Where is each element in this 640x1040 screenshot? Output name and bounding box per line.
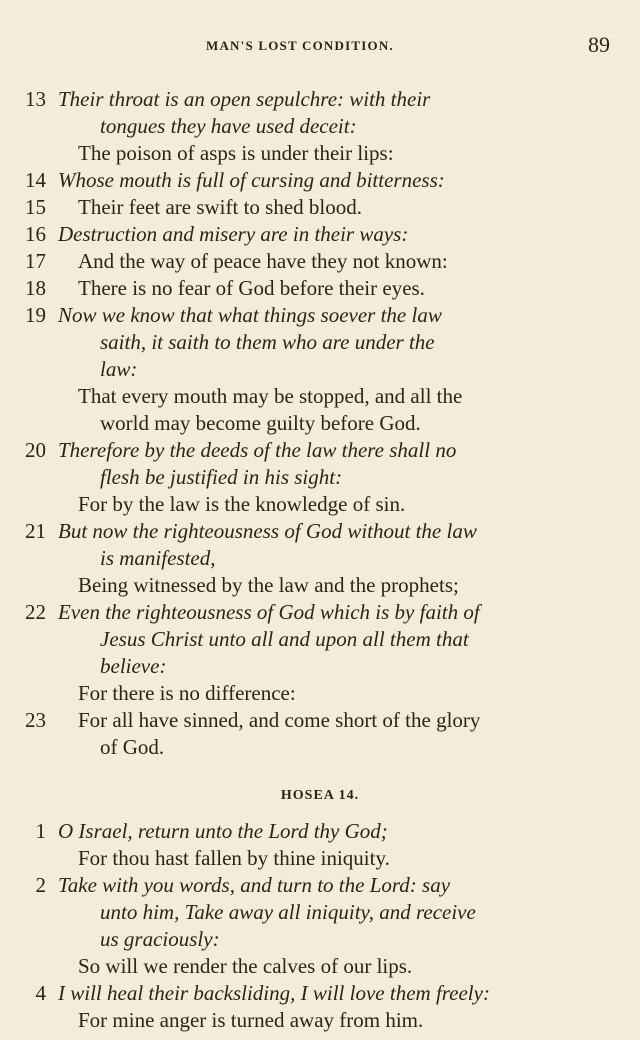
verse-text: Their throat is an open sepulchre: with their xyxy=(58,87,431,111)
verse-line xyxy=(0,383,640,410)
verse-text: is manifested, xyxy=(100,546,216,570)
verse-line xyxy=(0,221,640,248)
verse-line xyxy=(0,86,640,113)
verse-number: 22 xyxy=(25,600,46,624)
verse-text: flesh be justified in his sight: xyxy=(100,465,343,489)
verse-line xyxy=(0,653,640,680)
verse-text: For all have sinned, and come short of the glory xyxy=(78,708,481,732)
verse-line xyxy=(0,872,640,899)
verse-number: 19 xyxy=(25,303,46,327)
verse-number: 13 xyxy=(25,87,46,111)
verse-line xyxy=(0,626,640,653)
verse-text: So will we render the calves of our lips. xyxy=(78,954,413,978)
verse-line xyxy=(0,926,640,953)
verse-number: 21 xyxy=(25,519,46,543)
verse-number: 2 xyxy=(35,873,46,897)
verse-text: saith, it saith to them who are under the xyxy=(100,330,435,354)
verse-text: O Israel, return unto the Lord thy God; xyxy=(58,819,388,843)
verse-text: I will heal their backsliding, I will love them freely: xyxy=(58,981,490,1005)
verse-text: The poison of asps is under their lips: xyxy=(78,141,394,165)
verse-line xyxy=(0,275,640,302)
verse-line xyxy=(0,491,640,518)
verse-line xyxy=(0,329,640,356)
verse-text: For by the law is the knowledge of sin. xyxy=(78,492,406,516)
verse-line xyxy=(0,356,640,383)
verse-text: Destruction and misery are in their ways: xyxy=(58,222,409,246)
verse-text: But now the righteousness of God without the law xyxy=(58,519,477,543)
verse-line xyxy=(0,437,640,464)
verse-line xyxy=(0,818,640,845)
verse-text: world may become guilty before God. xyxy=(100,411,421,435)
verse-line xyxy=(0,113,640,140)
verse-line xyxy=(0,140,640,167)
verse-number: 14 xyxy=(25,168,46,192)
verse-line xyxy=(0,1007,640,1034)
verse-text: unto him, Take away all iniquity, and receive xyxy=(100,900,476,924)
verse-line xyxy=(0,248,640,275)
verse-line xyxy=(0,953,640,980)
verse-text: And the way of peace have they not known: xyxy=(78,249,448,273)
verse-text: Even the righteousness of God which is by faith of xyxy=(58,600,480,624)
verse-text: That every mouth may be stopped, and all the xyxy=(78,384,463,408)
verse-line xyxy=(0,899,640,926)
running-head xyxy=(0,32,640,62)
verse-line xyxy=(0,680,640,707)
verse-line xyxy=(0,518,640,545)
verse-line xyxy=(0,599,640,626)
verse-line xyxy=(0,410,640,437)
verse-text: Therefore by the deeds of the law there shall no xyxy=(58,438,457,462)
verse-number: 15 xyxy=(25,195,46,219)
verse-text: For there is no difference: xyxy=(78,681,296,705)
verse-text: Now we know that what things soever the law xyxy=(58,303,442,327)
verse-line xyxy=(0,734,640,761)
running-title: MAN'S LOST CONDITION. xyxy=(206,38,394,53)
verse-line xyxy=(0,845,640,872)
verse-line xyxy=(0,980,640,1007)
verse-number: 4 xyxy=(35,981,46,1005)
verse-text: of God. xyxy=(100,735,165,759)
verse-text: Their feet are swift to shed blood. xyxy=(78,195,362,219)
verse-line xyxy=(0,194,640,221)
verse-line xyxy=(0,707,640,734)
verse-text: Jesus Christ unto all and upon all them that xyxy=(100,627,469,651)
verse-number: 20 xyxy=(25,438,46,462)
verse-line xyxy=(0,302,640,329)
verse-text: law: xyxy=(100,357,138,381)
verse-text: Whose mouth is full of cursing and bitterness: xyxy=(58,168,445,192)
verse-line xyxy=(0,572,640,599)
verse-text: Being witnessed by the law and the prophets; xyxy=(78,573,459,597)
verse-text: Take with you words, and turn to the Lord: say xyxy=(58,873,451,897)
verse-line xyxy=(0,545,640,572)
verse-text: us graciously: xyxy=(100,927,220,951)
page-number: 89 xyxy=(588,32,610,57)
verse-number: 17 xyxy=(25,249,46,273)
section-heading: HOSEA 14. xyxy=(280,788,360,803)
verse-text: There is no fear of God before their eyes. xyxy=(78,276,425,300)
verse-text: tongues they have used deceit: xyxy=(100,114,357,138)
verse-number: 16 xyxy=(25,222,46,246)
verse-text: For mine anger is turned away from him. xyxy=(78,1008,424,1032)
verse-line xyxy=(0,464,640,491)
verse-number: 23 xyxy=(25,708,46,732)
verse-number: 1 xyxy=(35,819,46,843)
verse-text: believe: xyxy=(100,654,167,678)
verse-line xyxy=(0,167,640,194)
verse-text: For thou hast fallen by thine iniquity. xyxy=(78,846,390,870)
verse-number: 18 xyxy=(25,276,46,300)
